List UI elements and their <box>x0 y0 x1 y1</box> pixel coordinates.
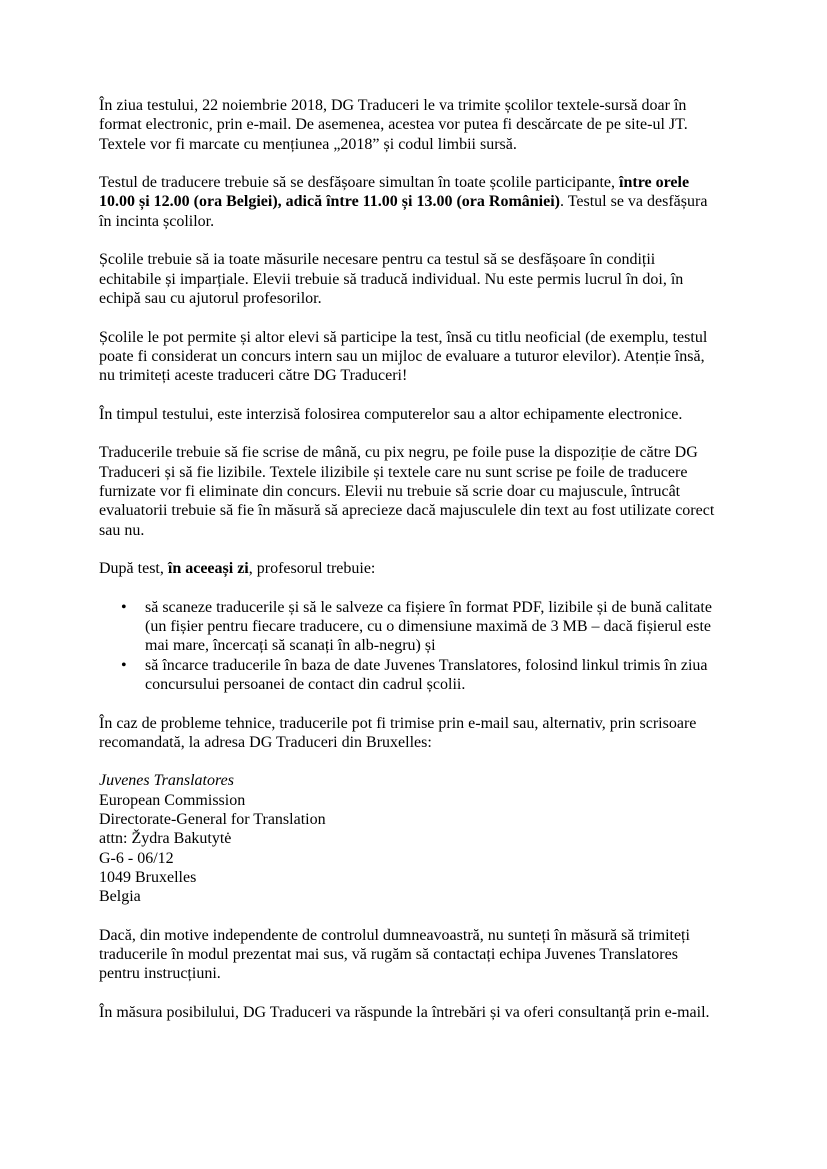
address-line-country: Belgia <box>99 888 141 906</box>
bullet-icon: • <box>121 598 127 616</box>
paragraph-contact-team: Dacă, din motive independente de controlul dumneavoastră, nu sunteți în măsură să trimiteți traducerile în modul prezentat mai sus, vă rugăm să contactați echipa Juvenes Translatores pentru instrucțiuni. <box>99 926 690 983</box>
paragraph-test-day: În ziua testului, 22 noiembrie 2018, DG Traduceri le va trimite școlilor textele-sursă doar în format electronic, prin e-mail. De asemenea, acestea vor putea fi descărcate de pe site-ul JT. Textele vor fi marcate cu mențiunea „2018” și codul limbii sursă. <box>99 97 688 153</box>
list-item <box>121 656 721 695</box>
address-line-department: Directorate-General for Translation <box>99 810 326 828</box>
paragraph-after-test <box>99 559 721 578</box>
schedule-text-before: Testul de traducere trebuie să se desfășoare simultan în toate școlile participante, <box>99 174 620 192</box>
address-line-program: Juvenes Translatores <box>99 772 234 790</box>
paragraph-unofficial-participants: Școlile le pot permite și altor elevi să participe la test, însă cu titlu neoficial (de exemplu, testul poate fi considerat un concurs intern sau un mijloc de evaluare a tuturor elevilor). Atenție însă, nu trimiteți aceste traduceri către DG Traduceri! <box>99 328 708 385</box>
list-item <box>121 598 721 656</box>
address-line-attention: attn: Žydra Bakutytė <box>99 830 232 848</box>
paragraph-test-schedule <box>99 173 721 231</box>
schedule-text-after: . Testul se va desfășura în incinta școlilor. <box>99 193 708 230</box>
postal-address <box>99 771 721 906</box>
paragraph-fair-conditions: Școlile trebuie să ia toate măsurile necesare pentru ca testul să se desfășoare în condiții echitabile și imparțiale. Elevii trebuie să traducă individual. Nu este permis lucrul în doi, în echipă sau cu ajutorul profesorilor. <box>99 251 684 307</box>
address-line-institution: European Commission <box>99 791 246 809</box>
schedule-hours-bold: între orele 10.00 și 12.00 (ora Belgiei), adică între 11.00 și 13.00 (ora României) <box>99 174 690 211</box>
after-test-text-after: , profesorul trebuie: <box>248 560 376 578</box>
paragraph-technical-problems: În caz de probleme tehnice, traducerile pot fi trimise prin e-mail sau, alternativ, prin scrisoare recomandată, la adresa DG Traduceri din Bruxelles: <box>99 714 697 751</box>
paragraph-no-electronics: În timpul testului, este interzisă folosirea computerelor sau a altor echipamente electronice. <box>99 405 683 423</box>
after-test-bold: în aceeași zi <box>167 560 249 578</box>
list-item-text: să scaneze traducerile și să le salveze ca fișiere în format PDF, lizibile și de bună calitate (un fișier pentru fiecare traducere, cu o dimensiune maximă de 3 MB – dacă fișierul este mai mare, încercați să scanați în alb-negru) și <box>145 598 712 655</box>
list-item-text: să încarce traducerile în baza de date Juvenes Translatores, folosind linkul trimis în ziua concursului persoanei de contact din cadrul școlii. <box>145 656 708 693</box>
after-test-text-before: După test, <box>99 560 168 578</box>
paragraph-handwriting-rules: Traducerile trebuie să fie scrise de mână, cu pix negru, pe foile puse la dispoziție de către DG Traduceri și să fie lizibile. Textele ilizibile și textele care nu sunt scrise pe foile de traducere furnizate vor fi eliminate din concurs. Elevii nu trebuie să scrie doar cu majuscule, întrucât evaluatorii trebuie să fie în măsură să aprecieze dacă majusculele din text au fost utilizate corect sau nu. <box>99 444 715 539</box>
address-line-city: 1049 Bruxelles <box>99 868 197 886</box>
bullet-icon: • <box>121 656 127 674</box>
paragraph-consultancy: În măsura posibilului, DG Traduceri va răspunde la întrebări și va oferi consultanță prin e-mail. <box>99 1003 710 1021</box>
teacher-steps-list <box>99 598 721 694</box>
address-line-office: G-6 - 06/12 <box>99 849 174 867</box>
document-page <box>99 96 721 1042</box>
